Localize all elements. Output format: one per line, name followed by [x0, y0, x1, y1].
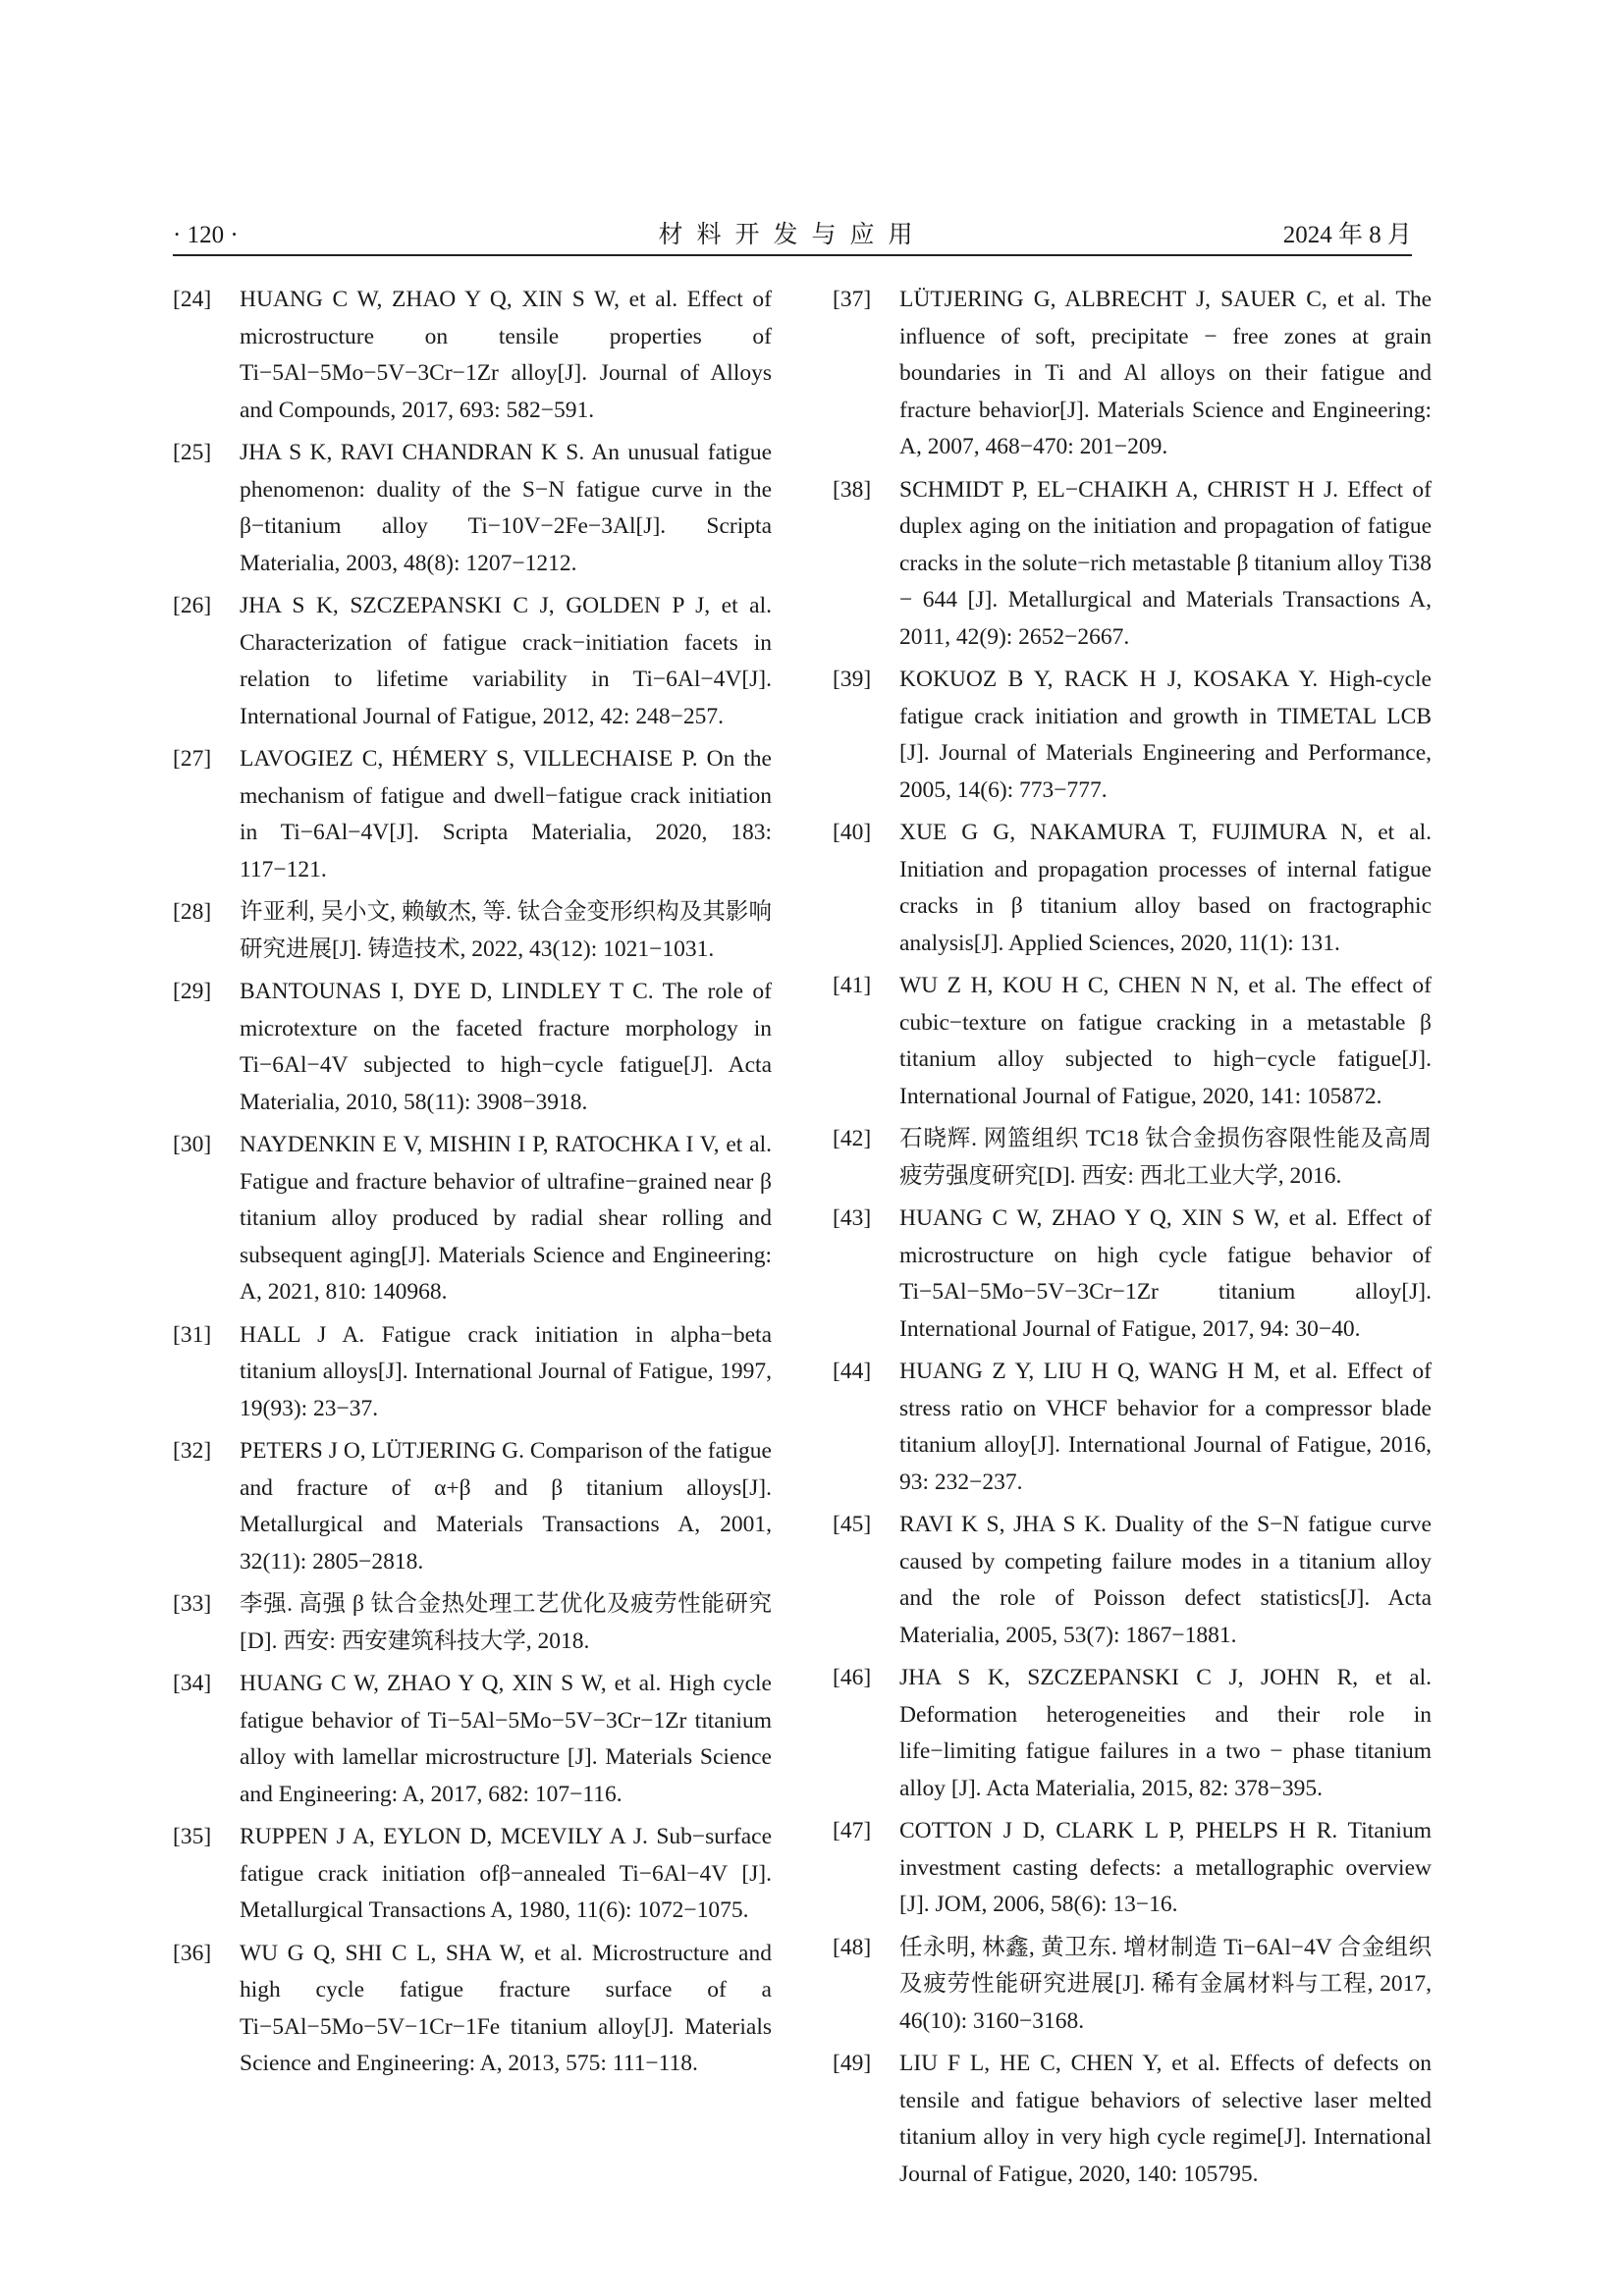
reference-number: [38] [833, 476, 872, 503]
reference-number: [30] [173, 1132, 212, 1157]
reference-text: WU Z H, KOU H C, CHEN N N, et al. The effect of cubic−texture on fatigue cracking in a metastable β titanium alloy subjected to high−cycle fatigue[J]. International Journal of Fatigue, 2020, 141: 105872. [899, 973, 1432, 1109]
reference-entry [833, 282, 1432, 466]
reference-number: [35] [173, 1824, 212, 1849]
reference-text: 李强. 高强 β 钛合金热处理工艺优化及疲劳性能研究[D]. 西安: 西安建筑科技大学, 2018. [240, 1591, 772, 1654]
reference-number: [37] [833, 287, 872, 312]
reference-number: [49] [833, 2051, 872, 2076]
reference-number: [36] [173, 1940, 212, 1966]
reference-text: COTTON J D, CLARK L P, PHELPS H R. Titanium investment casting defects: a metallographic overview [J]. JOM, 2006, 58(6): 13−16. [899, 1818, 1432, 1917]
page-number: · 120 · [173, 222, 239, 248]
reference-entry [833, 1930, 1432, 2041]
reference-entry [833, 1201, 1432, 1348]
reference-number: [42] [833, 1126, 872, 1151]
reference-text: HUANG Z Y, LIU H Q, WANG H M, et al. Effect of stress ratio on VHCF behavior for a compressor blade titanium alloy[J]. International Journal of Fatigue, 2016, 93: 232−237. [899, 1359, 1432, 1495]
reference-entry [833, 1507, 1432, 1654]
reference-text: RUPPEN J A, EYLON D, MCEVILY A J. Sub−surface fatigue crack initiation ofβ−annealed Ti−6Al−4V [J]. Metallurgical Transactions A, 1980, 11(6): 1072−1075. [240, 1824, 772, 1923]
reference-number: [34] [173, 1671, 212, 1696]
reference-entry [173, 435, 772, 582]
reference-entry [173, 1819, 772, 1930]
reference-text: 任永明, 林鑫, 黄卫东. 增材制造 Ti−6Al−4V 合金组织及疲劳性能研究进展[J]. 稀有金属材料与工程, 2017, 46(10): 3160−3168. [899, 1934, 1432, 2034]
reference-text: XUE G G, NAKAMURA T, FUJIMURA N, et al. Initiation and propagation processes of internal fatigue cracks in β titanium alloy based on fractographic analysis[J]. Applied Sciences, 2020, 11(1): 131. [899, 820, 1432, 956]
reference-entry [833, 1660, 1432, 1807]
issue-date: 2024 年 8 月 [1282, 222, 1412, 248]
reference-entry [173, 1936, 772, 2083]
reference-text: LAVOGIEZ C, HÉMERY S, VILLECHAISE P. On the mechanism of fatigue and dwell−fatigue crack initiation in Ti−6Al−4V[J]. Scripta Materialia, 2020, 183: 117−121. [240, 746, 772, 882]
reference-text: JHA S K, RAVI CHANDRAN K S. An unusual fatigue phenomenon: duality of the S−N fatigue curve in the β−titanium alloy Ti−10V−2Fe−3Al[J]. Scripta Materialia, 2003, 48(8): 1207−1212. [240, 440, 772, 576]
reference-text: 许亚利, 吴小文, 赖敏杰, 等. 钛合金变形织构及其影响研究进展[J]. 铸造技术, 2022, 43(12): 1021−1031. [240, 899, 772, 962]
reference-text: BANTOUNAS I, DYE D, LINDLEY T C. The role of microtexture on the faceted fracture morphology in Ti−6Al−4V subjected to high−cycle fatigue[J]. Acta Materialia, 2010, 58(11): 3908−3918. [240, 979, 772, 1115]
reference-text: RAVI K S, JHA S K. Duality of the S−N fatigue curve caused by competing failure modes in a titanium alloy and the role of Poisson defect statistics[J]. Acta Materialia, 2005, 53(7): 1867−1881. [899, 1512, 1432, 1648]
references-left-column [173, 282, 772, 2089]
reference-number: [44] [833, 1359, 872, 1384]
reference-entry [173, 894, 772, 968]
reference-number: [24] [173, 287, 212, 312]
reference-number: [27] [173, 746, 212, 772]
reference-text: SCHMIDT P, EL−CHAIKH A, CHRIST H J. Effect of duplex aging on the initiation and propagation of fatigue cracks in the solute−rich metastable β titanium alloy Ti38 − 644 [J]. Metallurgical and Materials Transactions A, 2011, 42(9): 2652−2667. [899, 476, 1432, 650]
reference-entry [173, 588, 772, 735]
reference-text: 石晓辉. 网篮组织 TC18 钛合金损伤容限性能及高周疲劳强度研究[D]. 西安: 西北工业大学, 2016. [899, 1126, 1432, 1189]
reference-number: [31] [173, 1321, 212, 1348]
reference-text: LIU F L, HE C, CHEN Y, et al. Effects of defects on tensile and fatigue behaviors of selective laser melted titanium alloy in very high cycle regime[J]. International Journal of Fatigue, 2020, 140: 105795. [899, 2051, 1432, 2187]
reference-number: [32] [173, 1438, 212, 1464]
reference-text: PETERS J O, LÜTJERING G. Comparison of the fatigue and fracture of α+β and β titanium alloys[J]. Metallurgical and Materials Transactions A, 2001, 32(11): 2805−2818. [240, 1438, 772, 1575]
references-right-column [833, 282, 1432, 2199]
reference-number: [46] [833, 1665, 872, 1690]
reference-entry [833, 2046, 1432, 2193]
reference-entry [173, 1433, 772, 1580]
reference-entry [173, 282, 772, 429]
header-rule [173, 254, 1412, 256]
reference-number: [48] [833, 1934, 872, 1960]
reference-entry [173, 1586, 772, 1660]
reference-text: HUANG C W, ZHAO Y Q, XIN S W, et al. High cycle fatigue behavior of Ti−5Al−5Mo−5V−3Cr−1Zr titanium alloy with lamellar microstructure [J]. Materials Science and Engineering: A, 2017, 682: 107−116. [240, 1671, 772, 1807]
reference-text: WU G Q, SHI C L, SHA W, et al. Microstructure and high cycle fatigue fracture surface of a Ti−5Al−5Mo−5V−1Cr−1Fe titanium alloy[J]. Materials Science and Engineering: A, 2013, 575: 111−118. [240, 1940, 772, 2076]
reference-number: [28] [173, 899, 212, 925]
reference-number: [39] [833, 667, 872, 692]
page-header [173, 218, 1412, 253]
reference-number: [33] [173, 1591, 212, 1617]
reference-number: [47] [833, 1818, 872, 1843]
reference-number: [43] [833, 1205, 872, 1231]
reference-entry [173, 1127, 772, 1311]
reference-text: KOKUOZ B Y, RACK H J, KOSAKA Y. High-cycle fatigue crack initiation and growth in TIMETAL LCB [J]. Journal of Materials Engineering and Performance, 2005, 14(6): 773−777. [899, 667, 1432, 803]
reference-text: HUANG C W, ZHAO Y Q, XIN S W, et al. Effect of microstructure on high cycle fatigue behavior of Ti−5Al−5Mo−5V−3Cr−1Zr titanium alloy[J]. International Journal of Fatigue, 2017, 94: 30−40. [899, 1205, 1432, 1342]
reference-number: [29] [173, 979, 212, 1004]
reference-entry [833, 472, 1432, 657]
reference-text: JHA S K, SZCZEPANSKI C J, GOLDEN P J, et al. Characterization of fatigue crack−initiation facets in relation to lifetime variability in Ti−6Al−4V[J]. International Journal of Fatigue, 2012, 42: 248−257. [240, 593, 772, 729]
reference-entry [833, 662, 1432, 809]
reference-entry [173, 974, 772, 1121]
reference-text: JHA S K, SZCZEPANSKI C J, JOHN R, et al. Deformation heterogeneities and their role in life−limiting fatigue failures in a two − phase titanium alloy [J]. Acta Materialia, 2015, 82: 378−395. [899, 1665, 1432, 1801]
reference-entry [173, 741, 772, 888]
reference-text: HUANG C W, ZHAO Y Q, XIN S W, et al. Effect of microstructure on tensile properties of Ti−5Al−5Mo−5V−3Cr−1Zr alloy[J]. Journal of Alloys and Compounds, 2017, 693: 582−591. [240, 287, 772, 423]
reference-text: HALL J A. Fatigue crack initiation in alpha−beta titanium alloys[J]. International Journal of Fatigue, 1997, 19(93): 23−37. [240, 1321, 772, 1421]
reference-text: LÜTJERING G, ALBRECHT J, SAUER C, et al. The influence of soft, precipitate − free zones at grain boundaries in Ti and Al alloys on their fatigue and fracture behavior[J]. Materials Science and Engineering: A, 2007, 468−470: 201−209. [899, 287, 1432, 459]
reference-entry [833, 1121, 1432, 1195]
reference-number: [45] [833, 1512, 872, 1537]
reference-number: [41] [833, 973, 872, 998]
reference-text: NAYDENKIN E V, MISHIN I P, RATOCHKA I V, et al. Fatigue and fracture behavior of ultrafine−grained near β titanium alloy produced by radial shear rolling and subsequent aging[J]. Materials Science and Engineering: A, 2021, 810: 140968. [240, 1132, 772, 1305]
reference-entry [833, 1813, 1432, 1924]
reference-entry [833, 1354, 1432, 1501]
reference-entry [833, 815, 1432, 962]
reference-entry [173, 1317, 772, 1428]
journal-title: 材料开发与应用 [658, 222, 927, 248]
reference-number: [25] [173, 440, 212, 465]
reference-number: [26] [173, 593, 212, 618]
reference-entry [833, 968, 1432, 1115]
reference-entry [173, 1666, 772, 1813]
reference-number: [40] [833, 820, 872, 845]
